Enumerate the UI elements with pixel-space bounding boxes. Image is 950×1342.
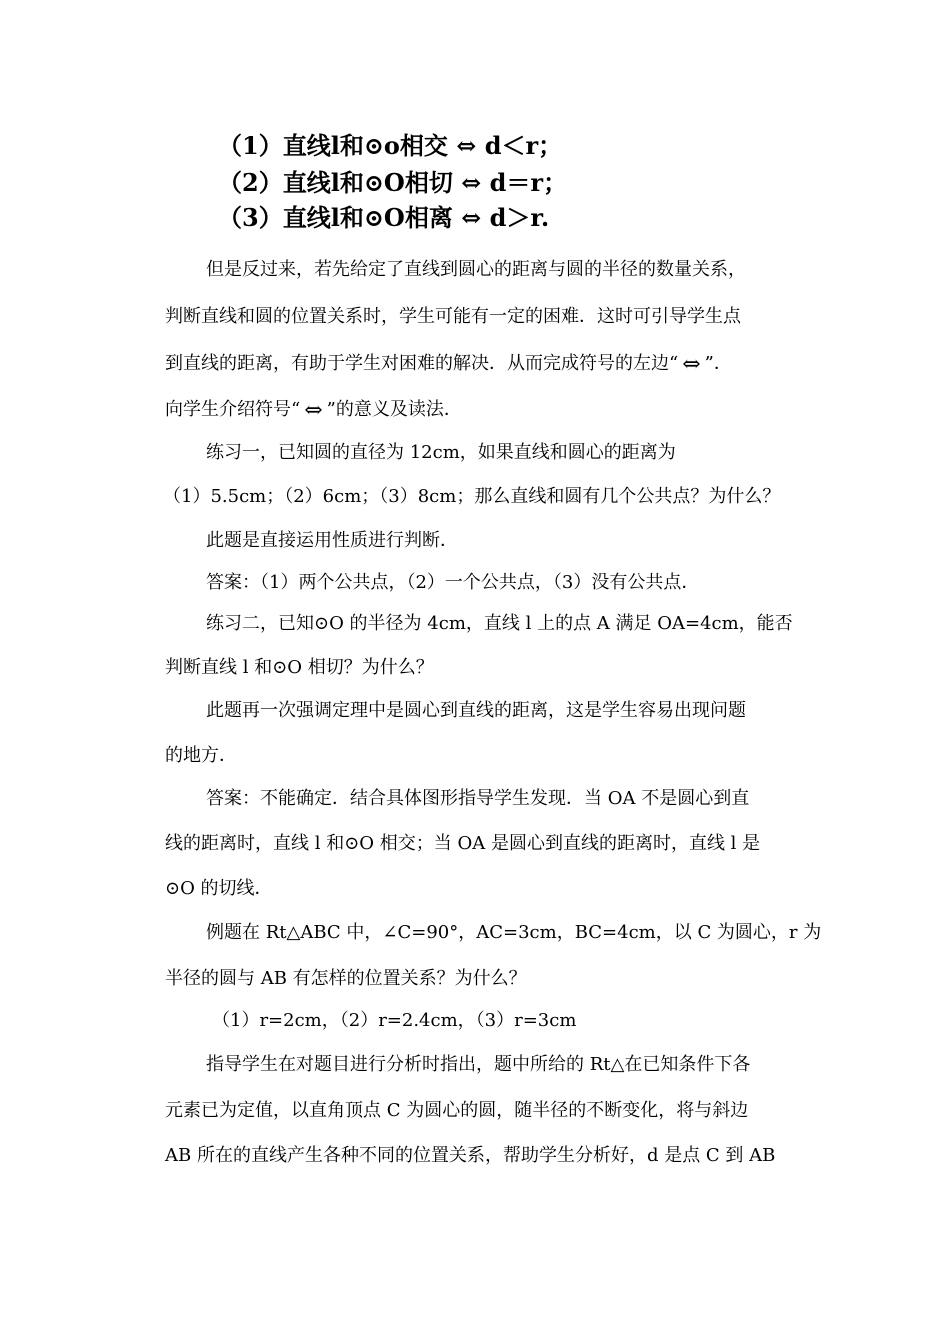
exercise2-answer-line2: 线的距离时，直线 l 和⊙O 相交；当 OA 是圆心到直线的距离时，直线 l 是 xyxy=(165,833,761,854)
para1-line3 xyxy=(165,351,732,378)
exercise2-note-line1: 此题再一次强调定理中是圆心到直线的距离，这是学生容易出现问题 xyxy=(206,700,746,721)
exercise2-line2: 判断直线 l 和⊙O 相切？为什么？ xyxy=(165,657,434,678)
para1-line4 xyxy=(165,397,462,424)
exercise2-line1: 练习二，已知⊙O 的半径为 4cm，直线 l 上的点 A 满足 OA=4cm，能否 xyxy=(206,613,793,634)
exercise1-answer: 答案：（1）两个公共点，（2）一个公共点，（3）没有公共点． xyxy=(206,572,700,593)
exercise2-answer-line1: 答案：不能确定．结合具体图形指导学生发现．当 OA 不是圆心到直 xyxy=(206,788,750,809)
exercise2-answer-line3: ⊙O 的切线． xyxy=(165,878,273,899)
para1-line3-text: 到直线的距离，有助于学生对困难的解决．从而完成符号的左边“ xyxy=(165,353,679,374)
exercise1-line2: （1）5.5cm；（2）6cm；（3）8cm；那么直线和圆有几个公共点？为什么？ xyxy=(163,486,781,507)
guidance-line3: AB 所在的直线产生各种不同的位置关系，帮助学生分析好，d 是点 C 到 AB xyxy=(165,1145,776,1166)
theorem-line-intersect: （1）直线l和⊙o相交 ⇔ d＜r； xyxy=(218,131,563,160)
guidance-line1: 指导学生在对题目进行分析时指出，题中所给的 Rt△在已知条件下各 xyxy=(206,1054,751,1075)
example-line1: 例题在 Rt△ABC 中，∠C=90°，AC=3cm，BC=4cm，以 C 为圆心，r 为 xyxy=(206,922,822,943)
example-cases: （1）r=2cm，（2）r=2.4cm，（3）r=3cm xyxy=(212,1010,577,1031)
para1-line1: 但是反过来，若先给定了直线到圆心的距离与圆的半径的数量关系， xyxy=(206,259,746,280)
theorem-line-separate: （3）直线l和⊙O相离 ⇔ d＞r. xyxy=(218,203,550,232)
para1-line4-text: 向学生介绍符号“ xyxy=(165,399,301,420)
exercise1-line1: 练习一，已知圆的直径为 12cm，如果直线和圆心的距离为 xyxy=(206,442,676,463)
exercise2-note-line2: 的地方． xyxy=(165,745,237,766)
equivalence-symbol-icon: ⇔ xyxy=(304,398,323,423)
para1-line4-end: ”的意义及读法． xyxy=(326,399,462,420)
para1-line2: 判断直线和圆的位置关系时，学生可能有一定的困难．这时可引导学生点 xyxy=(165,306,741,327)
equivalence-symbol-icon: ⇔ xyxy=(682,352,701,377)
exercise1-note: 此题是直接运用性质进行判断． xyxy=(206,530,458,551)
theorem-line-tangent: （2）直线l和⊙O相切 ⇔ d＝r； xyxy=(218,168,568,197)
example-line2: 半径的圆与 AB 有怎样的位置关系？为什么？ xyxy=(165,968,527,989)
para1-line3-end: ”． xyxy=(704,353,732,374)
guidance-line2: 元素已为定值，以直角顶点 C 为圆心的圆，随半径的不断变化，将与斜边 xyxy=(165,1100,749,1121)
